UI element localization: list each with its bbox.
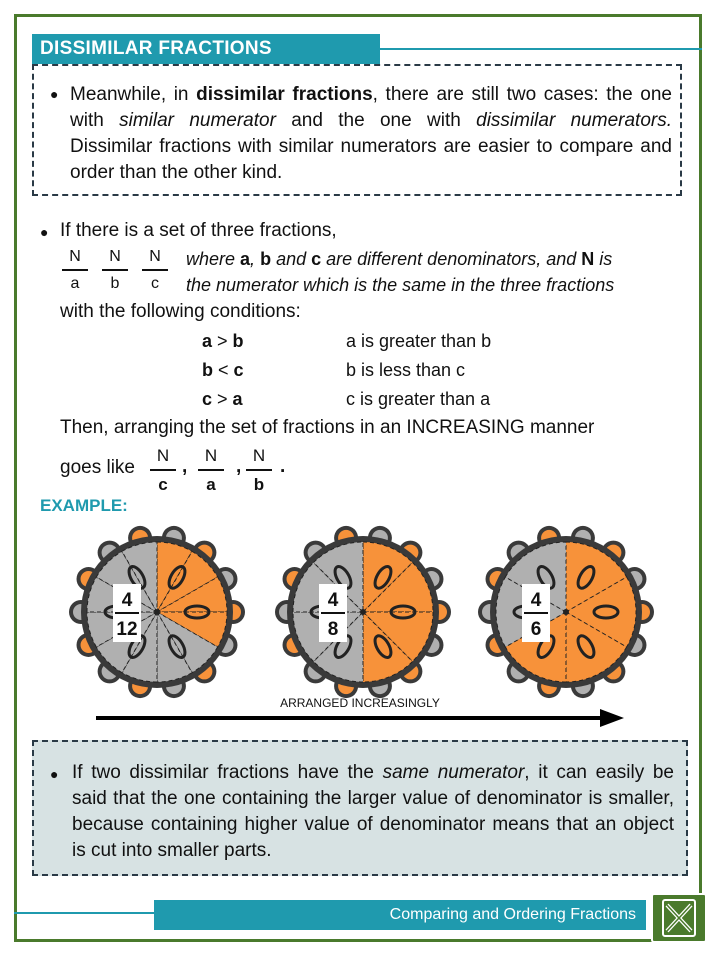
condition-a-gt-b: a > b: [202, 331, 244, 351]
intro-box: [32, 64, 682, 196]
condition-b-lt-c-desc: b is less than c: [346, 360, 466, 380]
set-lead: If there is a set of three fractions,: [60, 220, 337, 241]
then-line: Then, arranging the set of fractions in an INCREASING manner: [60, 417, 595, 438]
arrow-head-icon: [600, 709, 624, 727]
pie-center: [563, 609, 569, 615]
section-title-bar: [32, 34, 380, 64]
pie-center: [154, 609, 160, 615]
footer-title: Comparing and Ordering Fractions: [389, 906, 636, 923]
pie-center: [360, 609, 366, 615]
separator-comma: ,: [182, 456, 188, 477]
fraction-n-over-a: $\frac{N}{a}$: [62, 248, 88, 293]
bullet-icon: ●: [40, 224, 49, 240]
bullet-icon: ●: [50, 766, 59, 782]
conditions-lead: with the following conditions:: [60, 301, 301, 322]
fraction-n-over-a-order: $\frac{N}{a}$: [198, 446, 224, 495]
pie-label-numerator: 4: [121, 590, 133, 611]
pie-label-numerator: 4: [327, 590, 339, 611]
fraction-n-over-c: $\frac{N}{c}$: [142, 248, 168, 293]
footer-rule: [14, 912, 154, 914]
arrow-label: ARRANGED INCREASINGLY: [280, 696, 440, 710]
condition-a-gt-b-desc: a is greater than b: [346, 331, 492, 351]
condition-c-gt-a-desc: c is greater than a: [346, 389, 491, 409]
fraction-n-over-b-order: $\frac{N}{b}$: [246, 446, 272, 495]
pencil-ruler-logo-icon: [651, 893, 707, 943]
section-title: DISSIMILAR FRACTIONS: [40, 38, 272, 59]
title-rule: [380, 48, 702, 50]
footer-bar: [154, 900, 646, 930]
where-line-2: the numerator which is the same in the three fractions: [186, 275, 615, 295]
goes-like-label: goes like: [60, 457, 135, 478]
pie-illustration: [0, 510, 720, 740]
fraction-n-over-c-order: $\frac{N}{c}$: [150, 446, 176, 495]
condition-b-lt-c: b < c: [202, 360, 244, 380]
separator-comma: ,: [236, 456, 242, 477]
pie-label-denominator: 12: [116, 619, 138, 640]
note-box: [32, 740, 688, 876]
example-label: EXAMPLE:: [40, 496, 128, 515]
end-period: .: [280, 456, 286, 477]
pie-label-denominator: 6: [530, 619, 542, 640]
pie-label-denominator: 8: [327, 619, 339, 640]
note-paragraph: If two dissimilar fractions have the same numerator, it can easily be said that the one containing the larger value of denominator is smaller, because containing higher value of denominator means that an object is cut into smaller parts.: [72, 762, 674, 861]
condition-c-gt-a: c > a: [202, 389, 243, 409]
fraction-n-over-b: $\frac{N}{b}$: [102, 248, 128, 293]
bullet-icon: ●: [50, 86, 59, 102]
pie-label-numerator: 4: [530, 590, 542, 611]
intro-paragraph: Meanwhile, in dissimilar fractions, there are still two cases: the one with similar numerator and the one with dissimilar numerators. Dissimilar fractions with similar numerators are easier to compare and order than the other kind.: [70, 84, 672, 183]
where-line-1: where a, b and c are different denominators, and N is: [186, 249, 613, 269]
